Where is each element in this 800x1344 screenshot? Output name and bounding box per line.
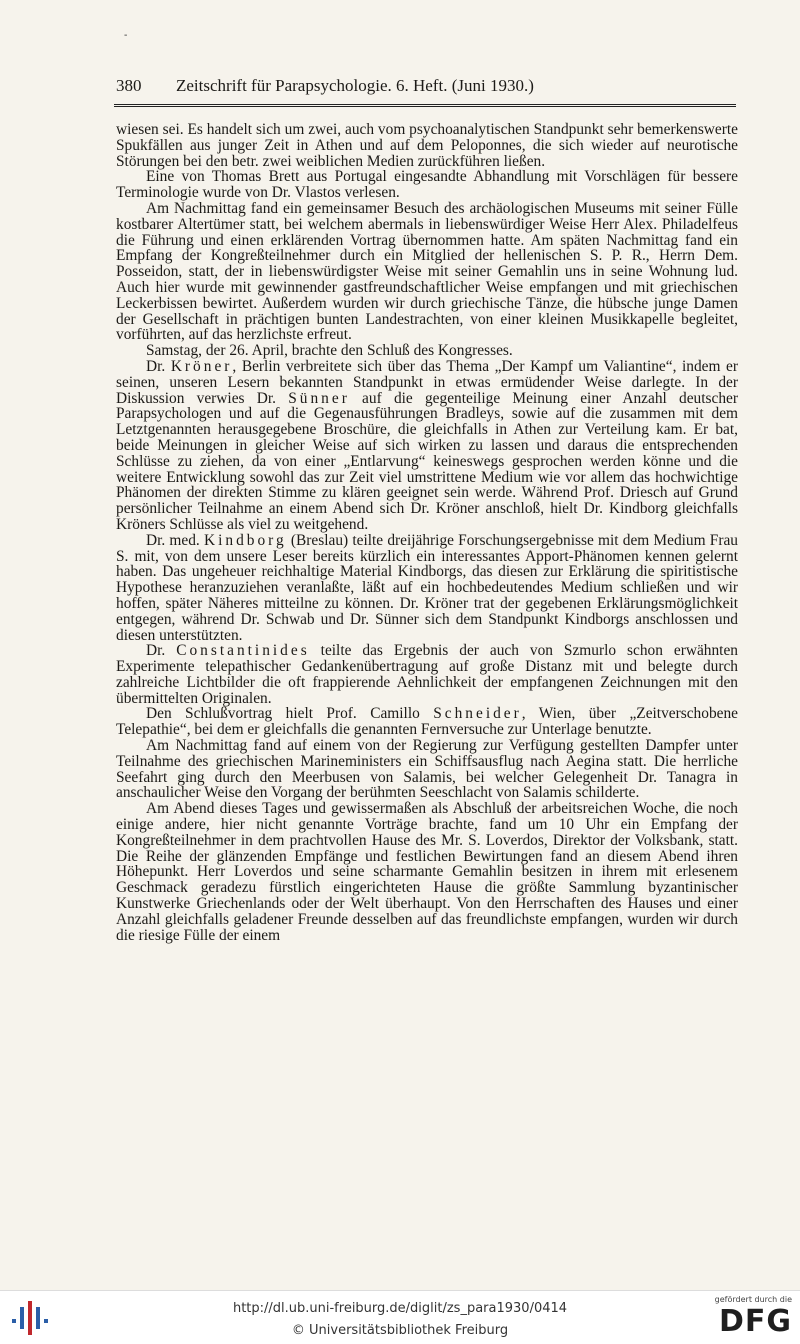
paragraph [116, 122, 738, 169]
copyright-notice: © Universitätsbibliothek Freiburg [291, 1323, 509, 1338]
paragraph-text: Den Schlußvortrag hielt Prof. Camillo [146, 705, 434, 723]
paragraph-text: , Wien, über „Zeitverschobene Telepathie“, bei dem er gleichfalls die genannten Fernversuche zur Unterlage benutzte. [116, 705, 738, 739]
paragraph-text: , Berlin verbreitete sich über das Thema „Der Kampf um Valiantine“, indem er seinen, unseren Lesern bekannten Standpunkt in etwas ermüdender Weise darlegte. In der Diskussion verwies Dr. [116, 357, 738, 407]
paragraph-text: Dr. [146, 357, 171, 375]
paragraph-text: Dr. [146, 642, 177, 660]
spaced-name: Sünner [288, 389, 350, 407]
permalink-url[interactable]: http://dl.ub.uni-freiburg.de/diglit/zs_para1930/0414 [232, 1301, 568, 1316]
paragraph-text: Eine von Thomas Brett aus Portugal eingesandte Abhandlung mit Vorschlägen für bessere Terminologie wurde von Dr. Vlastos verlesen. [116, 168, 738, 202]
article-body [116, 122, 738, 943]
spaced-name: Schneider [433, 705, 522, 723]
paragraph-text: Dr. med. [146, 531, 204, 549]
dfg-tagline: gefördert durch die [714, 1295, 792, 1304]
paragraph-text: wiesen sei. Es handelt sich um zwei, auch vom psychoanalytischen Standpunkt sehr bemerkenswerte Spukfällen aus junger Zeit in Athen und auf dem Peloponnes, die sich wieder auf neurotische Störungen bei den betr. zwei weiblichen Medien zurückführen ließen. [116, 121, 738, 170]
paragraph [116, 359, 738, 533]
paragraph-text: Am Nachmittag fand auf einem von der Regierung zur Verfügung gestellten Dampfer unter Teilnahme des griechischen Marineministers ein Schiffsausflug nach Aegina statt. Die herrliche Seefahrt ging durch den Meerbusen von Salamis, bei welcher Gelegenheit Dr. Tanagra in anschaulicher Weise den Vorgang der berühmten Seeschlacht von Salamis schilderte. [116, 737, 738, 802]
paragraph [116, 738, 738, 801]
paragraph [116, 801, 738, 943]
paragraph-text: Am Abend dieses Tages und gewissermaßen als Abschluß der arbeitsreichen Woche, die noch einige andere, hier nicht genannte Vorträge brachte, fand um 10 Uhr ein Empfang der Kongreßteilnehmer in dem prachtvollen Hause des Mr. S. Loverdos, Direktor der Volksbank, statt. Die Reihe der glänzenden Empfänge und festlichen Bewirtungen fand an diesem Abend ihren Höhepunkt. Herr Loverdos und seine scharmante Gemahlin besitzen in ihrem mit erlesenem Geschmack geradezu fürstlich eingerichteten Hause die größte Sammlung byzantinischer Kunstwerke Griechenlands oder der Welt überhaupt. Von den Herrschaften des Hauses und einer Anzahl gleichfalls geladener Freunde desselben auf das freundlichste empfangen, wurden wir durch die riesige Fülle der einem [116, 800, 738, 944]
paragraph [116, 643, 738, 706]
dfg-logo [710, 1295, 792, 1341]
running-title: Zeitschrift für Parapsychologie. 6. Heft. (Juni 1930.) [176, 76, 534, 95]
dfg-mark: DFG [718, 1304, 792, 1339]
paragraph-text: Samstag, der 26. April, brachte den Schluß des Kongresses. [146, 342, 513, 360]
paragraph [116, 343, 738, 359]
paragraph [116, 201, 738, 343]
header-rule [114, 104, 736, 107]
stray-mark: - [124, 30, 128, 41]
paragraph-text: auf die gegenteilige Meinung einer Anzahl deutscher Parapsychologen und auf die Gegenausführungen Bradleys, sowie auf die zusammen mit dem Letztgenannten herausgegebene Broschüre, die gleichfalls in Athen zur Verteilung kam. Er bat, beide Meinungen in gleicher Weise auf sich wirken zu lassen und daraus die entsprechenden Schlüsse zu ziehen, da von einer „Entlarvung“ keineswegs gesprochen werden könne und die weitere Entwicklung sowohl das zur Zeit viel umstrittene Medium wie vor allem das hochwichtige Phänomen der direkten Stimme zu klären geeignet sein werde. Während Prof. Driesch auf Grund persönlicher Teilnahme an einem Abend sich Dr. Kröner anschloß, hielt Dr. Kindborg gleichfalls Kröners Schlüsse als viel zu weitgehend. [116, 389, 739, 533]
paragraph [116, 169, 738, 201]
paragraph-text: teilte das Ergebnis der auch von Szmurlo schon erwähnten Experimente telepathischer Gedankenübertragung auf große Distanz mit und belegte durch zahlreiche Lichtbilder die oft frappierende Aehnlichkeit der empfangenen Zeichnungen mit den übermittelten Originalen. [116, 642, 738, 707]
spaced-name: Kindborg [203, 531, 287, 549]
page-header [116, 76, 736, 102]
spaced-name: Kröner [170, 357, 233, 375]
paragraph-text: (Breslau) teilte dreijährige Forschungsergebnisse mit dem Medium Frau S. mit, von dem unsere Leser bereits kürzlich ein interessantes Apport-Phänomen kennen gelernt haben. Das ungeheuer reichhaltige Material Kindborgs, das diesen zur Erklärung die spiritistische Hypothese heranzuziehen veranlaßte, läßt auf ein hochbedeutendes Medium schließen und wir hoffen, später Näheres mitteilne zu können. Dr. Kröner trat der gegebenen Erklärungsmöglichkeit entgegen, während Dr. Schwab und Dr. Sünner sich dem Standpunkt Kindborgs anschlossen und diesen unterstützten. [116, 531, 738, 644]
paragraph [116, 706, 738, 738]
paragraph-text: Am Nachmittag fand ein gemeinsamer Besuch des archäologischen Museums mit seiner Fülle kostbarer Altertümer statt, bei welchem abermals in liebenswürdiger Weise Herr Alex. Philadelfeus die Führung und einen erklärenden Vortrag übernommen hatte. Am späten Nachmittag fand ein Empfang der Kongreßteilnehmer durch ein Mitglied der hellenischen S. P. R., Herrn Dem. Posseidon, statt, der in liebenswürdigster Weise mit seiner Gemahlin uns in seine Wohnung lud. Auch hier wurde mit gewinnender gastfreundschaftlicher Weise empfangen und mit griechischen Leckerbissen bewirtet. Außerdem wurden wir durch griechische Tänze, die hübsche junge Damen der Gesellschaft in prächtigen bunten Landestrachten, von einer kleinen Musikkapelle begleitet, vorführten, auf das herzlichste erfreut. [116, 199, 738, 344]
page-number: 380 [116, 76, 142, 95]
viewer-footer [0, 1290, 800, 1344]
paragraph [116, 533, 738, 644]
spaced-name: Constantinides [176, 642, 310, 660]
